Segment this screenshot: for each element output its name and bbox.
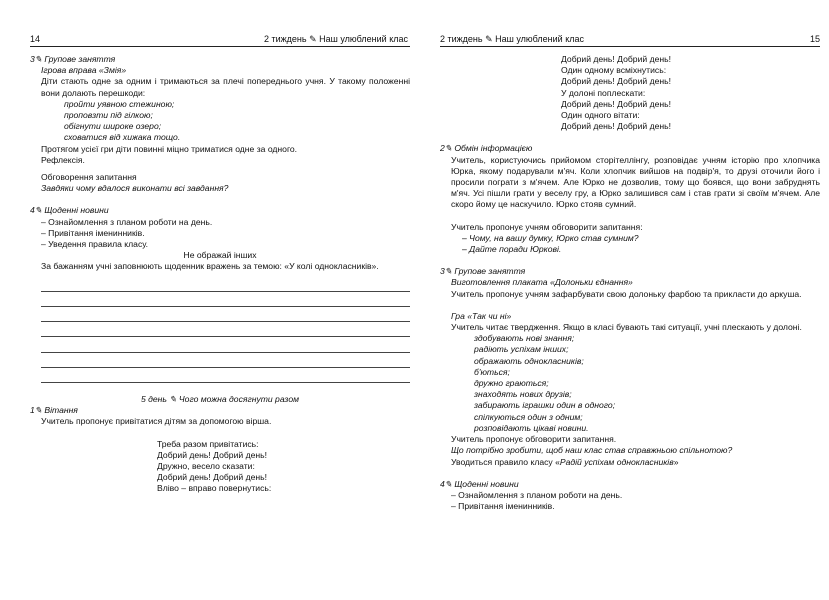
poem-line: Вліво – вправо повернутись: [157,483,272,494]
statement-item: розповідають цікаві новини. [474,422,589,433]
rule-intro: Уводиться правило класу « [451,456,560,467]
discussion-question: Що потрібно зробити, щоб наш клас став справжньою спільнотою? [451,445,733,456]
game-title: Гра «Так чи ні» [451,310,512,321]
writing-line[interactable] [41,307,410,322]
statement-item: спілкуються один з одним; [474,411,583,422]
poem-line: Добрий день! Добрий день! [561,98,671,109]
statement-item: здобувають нові знання; [474,333,575,344]
statement-item: забирають іграшки один в одного; [474,400,616,411]
writing-line[interactable] [41,292,410,307]
writing-line[interactable] [41,322,410,337]
poem-line: Добрий день! Добрий день! [157,449,267,460]
obstacle-item: проповзти під гілкою; [64,110,153,121]
writing-line[interactable] [41,337,410,352]
page-number: 15 [809,34,820,44]
poem-line: Добрий день! Добрий день! [561,121,671,132]
right-page [440,0,820,600]
poem-line: Добрий день! Добрий день! [157,472,267,483]
section-title: 3✎ Групове заняття [440,266,526,277]
poem-line: У долоні поплескати: [561,87,646,98]
poem-line: Треба разом привітатись: [157,438,259,449]
activity-subtitle: Виготовлення плаката «Долоньки єднання» [451,277,633,288]
paragraph: Діти стають одне за одним і тримаються за плечі попереднього учня. У такому положенні вони долають перешкоди: [41,76,410,98]
section-title: 4✎ Щоденні новини [30,205,109,216]
class-rule: Не ображай інших [183,250,257,261]
paragraph: Учитель пропонує учням обговорити запитання: [451,221,643,232]
discussion-label: Обговорення запитання [41,172,137,183]
poem-line: Дружно, весело сказати: [157,460,255,471]
story-paragraph: Учитель, користуючись прийомом сторітеллінгу, розповідає учням історію про хлопчика Юрка, якому подарували м'яч. Коли хлопчик вийшов на подвір'я, то друзі оточили його і просили пограти з м'ячем. Але Юрко не дозволив, тому що боявся, що вони забруднять м'яч. Усі пішли грати у веселу гру, а Юрко залишився сам і став грати зі своїм м'ячем. Але скоро йому це наскучило. Юрко стояв сумний. [451,154,820,210]
section-title: 3✎ Групове заняття [30,54,116,64]
plan-item: – Ознайомлення з планом роботи на день. [451,489,623,500]
section-title: 2✎ Обмін інформацією [440,143,533,154]
right-content [440,54,820,512]
right-page-header [440,34,820,47]
plan-item: – Ознайомлення з планом роботи на день. [41,216,213,227]
statement-item: ображають однокласників; [474,355,584,366]
obstacle-item: обігнути широке озеро; [64,121,162,132]
class-rule: Радій успіхам однокласників [559,456,674,467]
diary-instruction: За бажанням учні заповнюють щоденник вражень за темою: «У колі однокласників». [41,261,379,272]
plan-item: – Привітання іменинників. [41,227,145,238]
reflection-label: Рефлексія. [41,154,85,165]
writing-line[interactable] [41,353,410,368]
poem-line: Добрий день! Добрий день! [561,76,671,87]
section-title: 4✎ Щоденні новини [440,478,519,489]
obstacle-item: пройти уявною стежиною; [64,98,175,109]
paragraph: Учитель пропонує привітатися дітям за допомогою вірша. [41,416,272,427]
statement-item: радіють успіхам інших; [474,344,569,355]
running-title: 2 тиждень ✎ Наш улюблений клас [440,34,584,44]
paragraph: Учитель пропонує обговорити запитання. [451,434,617,445]
statement-item: знаходять нових друзів; [474,389,572,400]
poem-line: Один одного вітати: [561,110,640,121]
rule-end: » [673,456,679,467]
poem-line: Добрий день! Добрий день! [561,54,671,64]
running-title: 2 тиждень ✎ Наш улюблений клас [264,34,408,44]
discussion-question: Завдяки чому вдалося виконати всі завдання? [41,183,229,194]
paragraph: Учитель читає твердження. Якщо в класі бувають такі ситуації, учні плескають у долоні. [451,322,802,333]
class-rule-line [440,457,820,468]
page-number: 14 [30,34,41,44]
left-content [30,54,410,495]
left-page [30,0,410,600]
section-title: 1✎ Вітання [30,405,78,416]
writing-line[interactable] [41,277,410,292]
paragraph: Учитель пропонує учням зафарбувати свою долоньку фарбою та прикласти до аркуша. [451,288,802,299]
day-title: 5 день ✎ Чого можна досягнути разом [140,393,300,404]
left-page-header [30,34,410,47]
paragraph: Протягом усієї гри діти повинні міцно триматися одне за одного. [41,143,298,154]
plan-item: – Уведення правила класу. [41,239,149,250]
activity-subtitle: Ігрова вправа «Змія» [41,65,127,76]
statement-item: б'ються; [474,366,510,377]
writing-lines [30,277,410,383]
question-item: – Дайте поради Юркові. [462,244,562,255]
poem-line: Один одному всміхнутись: [561,65,667,76]
statement-item: дружно граються; [474,378,549,389]
obstacle-item: сховатися від хижака тощо. [64,132,181,143]
plan-item: – Привітання іменинників. [451,501,555,512]
question-item: – Чому, на вашу думку, Юрко став сумним? [462,232,639,243]
writing-line[interactable] [41,368,410,383]
